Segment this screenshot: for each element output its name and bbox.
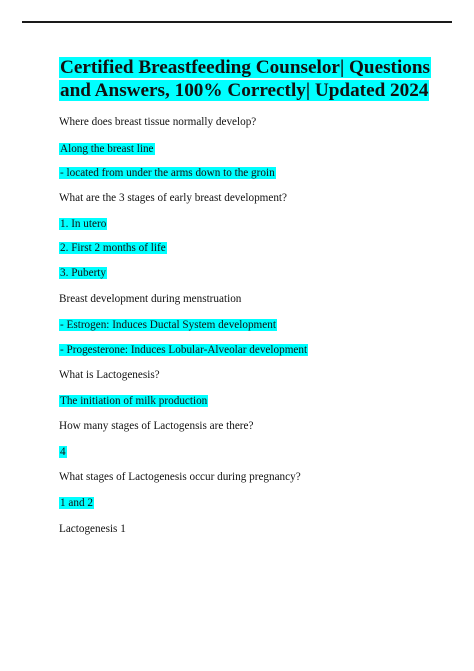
- answer-text: 2. First 2 months of life: [60, 242, 166, 254]
- title-line-1: Certified Breastfeeding Counselor| Questions: [60, 57, 431, 78]
- answer-text: 1. In utero: [60, 218, 107, 230]
- answer-text: - Estrogen: Induces Ductal System development: [60, 319, 276, 331]
- answer-text: - Progesterone: Induces Lobular-Alveolar development: [60, 344, 308, 356]
- answer-text: 1 and 2: [60, 497, 93, 509]
- header-rule: [22, 21, 452, 23]
- answer-text: Along the breast line: [60, 143, 154, 155]
- question-text: What are the 3 stages of early breast development?: [59, 192, 287, 204]
- answer-text: The initiation of milk production: [60, 395, 208, 407]
- document-page: [59, 57, 439, 535]
- question-text: Lactogenesis 1: [59, 523, 126, 535]
- document-title: [59, 57, 439, 102]
- question-text: Where does breast tissue normally develop?: [59, 116, 257, 128]
- title-line-2: and Answers, 100% Correctly| Updated 2024: [60, 79, 429, 101]
- answer-text: 3. Puberty: [60, 267, 106, 279]
- question-text: What stages of Lactogenesis occur during pregnancy?: [59, 471, 301, 483]
- question-text: What is Lactogenesis?: [59, 369, 160, 381]
- question-text: How many stages of Lactogensis are there?: [59, 420, 254, 432]
- answer-text: - located from under the arms down to the groin: [60, 167, 275, 179]
- answer-text: 4: [60, 446, 66, 458]
- question-text: Breast development during menstruation: [59, 293, 242, 305]
